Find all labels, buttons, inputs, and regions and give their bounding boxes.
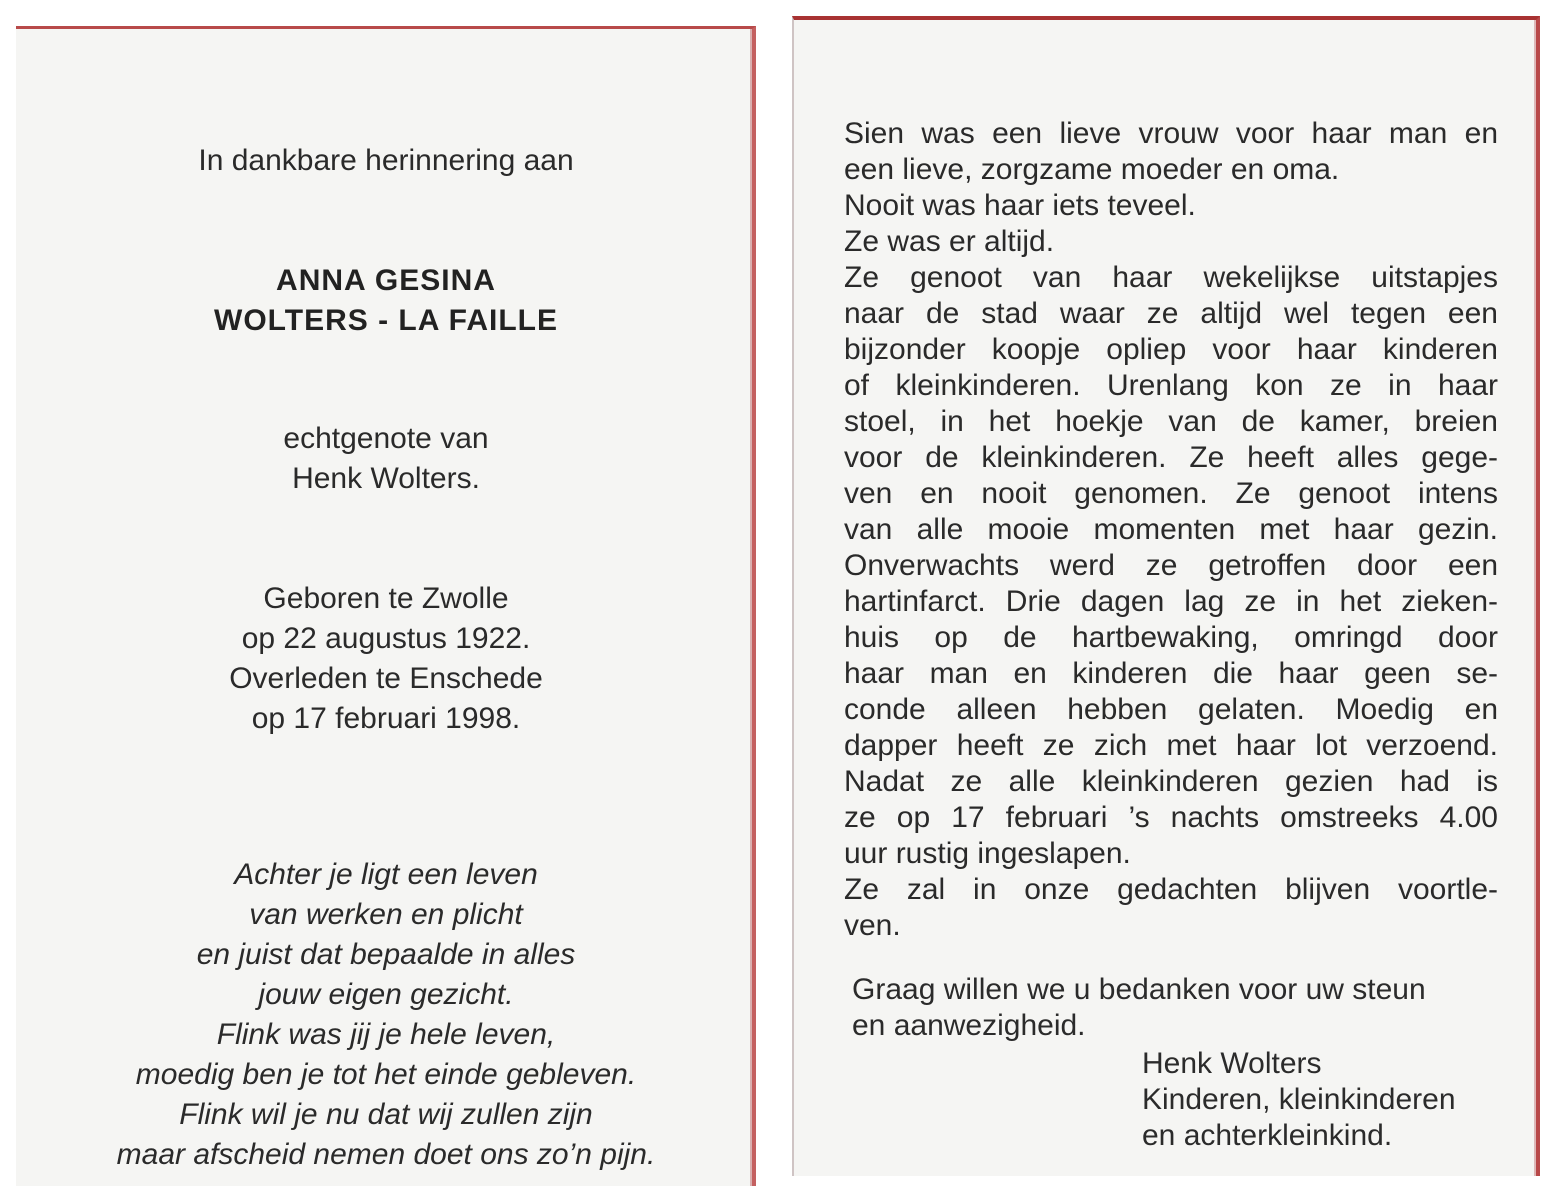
birth-death-dates [16,579,756,739]
tribute-line: Onverwachts werd ze getroffen door een [844,549,1498,582]
poem-line: maar afscheid nemen doet ons zo’n pijn. [116,1138,656,1171]
poem-line: Flink was jij je hele leven, [216,1018,556,1051]
date-line: op 17 februari 1998. [251,702,521,735]
tribute-line: ven. [844,909,901,942]
poem-line: jouw eigen gezicht. [258,978,514,1011]
signature-line: en achterkleinkind. [1142,1119,1393,1152]
tribute-text [844,116,1498,944]
spouse-info [16,419,756,499]
tribute-line: Ze zal in onze gedachten blijven voortle- [844,873,1498,906]
poem-line: en juist dat bepaalde in alles [196,938,576,971]
tribute-line: voor de kleinkinderen. Ze heeft alles gege- [844,441,1498,474]
tribute-line: stoel, in het hoekje van de kamer, breien [844,405,1498,438]
tribute-line: Sien was een lieve vrouw voor haar man en [844,117,1498,150]
tribute-line: ven en nooit genomen. Ze genoot intens [844,477,1498,510]
poem-line: Flink wil je nu dat wij zullen zijn [179,1098,593,1131]
poem-line: moedig ben je tot het einde gebleven. [135,1058,637,1091]
tribute-line: haar man en kinderen die haar geen se- [844,657,1498,690]
thanks-line: Graag willen we u bedanken voor uw steun [852,973,1426,1006]
date-line: Overleden te Enschede [229,662,543,695]
signature-line: Henk Wolters [1142,1047,1322,1080]
poem-line: Achter je ligt een leven [234,858,538,891]
tribute-line: Nadat ze alle kleinkinderen gezien had is [844,765,1498,798]
tribute-line: Ze genoot van haar wekelijkse uitstapjes [844,261,1498,294]
thanks-note [852,972,1506,1044]
tribute-line: een lieve, zorgzame moeder en oma. [844,153,1340,186]
signature-line: Kinderen, kleinkinderen [1142,1083,1456,1116]
date-line: Geboren te Zwolle [263,582,509,615]
tribute-line: Ze was er altijd. [844,225,1055,258]
dedication-line: In dankbare herinnering aan [198,144,574,177]
spouse-relation: echtgenote van [283,422,489,455]
tribute-line: of kleinkinderen. Urenlang kon ze in haar [844,369,1498,402]
memorial-card-back [792,16,1540,1176]
tribute-line: dapper heeft ze zich met haar lot verzoend. [844,729,1498,762]
thanks-line: en aanwezigheid. [852,1009,1086,1042]
spouse-name: Henk Wolters. [292,462,480,495]
tribute-line: Nooit was haar iets teveel. [844,189,1196,222]
tribute-line: ze op 17 februari ’s nachts omstreeks 4.00 [844,801,1498,834]
memorial-poem [16,855,756,1175]
memorial-card-front [16,26,756,1186]
name-first: ANNA GESINA [276,264,496,297]
tribute-line: bijzonder koopje opliep voor haar kinderen [844,333,1498,366]
tribute-line: huis op de hartbewaking, omringd door [844,621,1498,654]
tribute-line: uur rustig ingeslapen. [844,837,1131,870]
tribute-line: van alle mooie momenten met haar gezin. [844,513,1498,546]
poem-line: van werken en plicht [249,898,523,931]
tribute-line: hartinfarct. Drie dagen lag ze in het zieken- [844,585,1498,618]
tribute-line: naar de stad waar ze altijd wel tegen een [844,297,1498,330]
family-signature [1142,1046,1456,1154]
date-line: op 22 augustus 1922. [241,622,531,655]
deceased-name [16,261,756,341]
name-last: WOLTERS - LA FAILLE [214,304,558,337]
tribute-line: conde alleen hebben gelaten. Moedig en [844,693,1498,726]
